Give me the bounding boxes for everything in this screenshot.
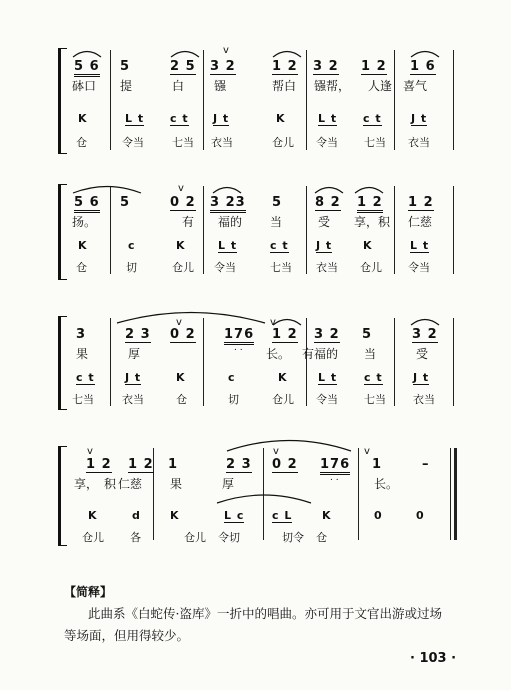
melody-note: 176 [224,328,254,345]
melody-note: 3 2 [313,59,339,74]
percussion-symbol: K [78,112,88,125]
barline [453,186,454,274]
percussion-name: 衣当 [211,136,233,149]
slur [410,48,440,58]
system-bracket [58,316,67,410]
score-system-2 [58,176,454,286]
melody-note: 0 2 [170,195,196,210]
percussion-name: 七当 [72,393,94,406]
percussion-symbol: c t [76,371,95,384]
melody-note: 3 2 [412,327,438,342]
percussion-name: 仓 [316,531,327,544]
breath-mark: v [364,446,370,457]
breath-mark: v [273,446,279,457]
lyric: 仁慈 [118,477,143,491]
percussion-name: 仓儿 [184,531,206,544]
melody-note: 5 6 [74,196,100,213]
percussion-symbol: K [322,509,332,522]
barline [394,186,395,274]
barline [306,186,307,274]
slur [116,310,266,324]
percussion-symbol: c t [170,112,189,125]
melody-note: 1 2 [272,327,298,342]
melody-note: 3 2 [314,327,340,342]
percussion-name: 令切 [218,531,240,544]
percussion-symbol: 0 [416,509,425,522]
percussion-name: 令当 [122,136,144,149]
percussion-name: 切 [126,261,137,274]
percussion-name: 仓 [76,136,87,149]
lyric: 厚 [222,477,235,491]
melody-note: 1 2 [128,457,154,472]
percussion-name: 七当 [172,136,194,149]
melody-note: 176 [320,458,350,475]
lyric: 扬。 [72,215,97,229]
barline [453,50,454,150]
lyric: 仁慈 [408,215,433,229]
slur [226,438,352,452]
melody-note: 2 3 [226,457,252,472]
percussion-symbol: c t [363,112,382,125]
score-system-3 [58,306,454,416]
percussion-name: 仓 [176,393,187,406]
melody-note: 2 5 [170,59,196,74]
percussion-name: 仓儿 [82,531,104,544]
slur [72,184,142,194]
slur [354,184,384,194]
melody-note: 5 [120,195,131,210]
percussion-name: 衣当 [413,393,435,406]
page-number: · 103 · [410,651,457,666]
lyric: 当 [364,347,377,361]
percussion-symbol: L t [318,371,338,384]
lyric: 帮白 [272,79,297,93]
percussion-name: 仓 [76,261,87,274]
percussion-symbol: K [170,509,180,522]
percussion-symbol: J t [413,371,430,384]
percussion-symbol: K [88,509,98,522]
barline [453,318,454,406]
percussion-name: 令当 [214,261,236,274]
barline [110,50,111,150]
slur [212,184,242,194]
melody-note: 5 6 [74,60,100,77]
system-bracket [58,48,67,154]
percussion-name: 七当 [270,261,292,274]
percussion-symbol: L t [318,112,338,125]
percussion-name: 衣当 [408,136,430,149]
system-bracket [58,446,67,546]
barline [306,318,307,406]
percussion-name: 仓儿 [272,136,294,149]
lyric: 果 [76,347,89,361]
percussion-name: 仓儿 [360,261,382,274]
lyric: 厚 [128,347,141,361]
percussion-name: 七当 [364,136,386,149]
breath-mark: v [223,45,229,56]
barline [110,318,111,406]
melody-note: 3 23 [210,196,246,213]
lyric: 积 [104,477,117,491]
percussion-symbol: L t [410,239,430,252]
slur [272,316,302,326]
slur [170,48,200,58]
lyric: 受 [416,347,429,361]
breath-mark: v [270,317,276,328]
lyric: 镪帮， [314,79,351,93]
lyric: 砵口 [72,79,97,93]
percussion-symbol: L t [125,112,145,125]
melody-note: 8 2 [315,195,341,210]
percussion-symbol: c [128,239,136,252]
percussion-symbol: K [176,371,186,384]
barline [394,50,395,150]
lyric: 福的 [218,215,243,229]
percussion-symbol: L c [224,509,245,522]
slur [314,184,344,194]
percussion-symbol: K [278,371,288,384]
percussion-symbol: K [363,239,373,252]
melody-note: 1 2 [272,59,298,74]
lyric: 长。 [266,347,291,361]
melody-note: 5 [120,59,131,74]
annotation-line-2: 等场面，但用得较少。 [64,628,190,643]
percussion-name: 衣当 [122,393,144,406]
percussion-name: 令当 [316,393,338,406]
melody-note: 1 6 [410,59,436,74]
percussion-name: 令当 [408,261,430,274]
barline [110,186,111,274]
melody-note: 2 3 [125,327,151,342]
percussion-symbol: c t [270,239,289,252]
low-octave-dot: . . [234,343,243,353]
lyric: 有 [182,215,195,229]
lyric: 有福的 [302,347,339,361]
percussion-symbol: J t [125,371,142,384]
lyric: 当 [270,215,283,229]
percussion-name: 七当 [364,393,386,406]
percussion-symbol: J t [213,112,230,125]
lyric: 果 [170,477,183,491]
barline [450,448,451,540]
barline [203,50,204,150]
barline [358,448,359,540]
slur [216,492,312,504]
lyric: 享， [74,477,99,491]
barline [203,186,204,274]
lyric: 人逢 [368,79,393,93]
percussion-name: 衣当 [316,261,338,274]
lyric: 白 [172,79,185,93]
percussion-symbol: J t [316,239,333,252]
annotation-line-1: 此曲系《白蛇传·盗库》一折中的唱曲。亦可用于文官出游或过场 [88,606,442,621]
melody-note: 5 [362,327,373,342]
barline [394,318,395,406]
lyric: 享，积 [354,215,391,229]
percussion-symbol: 0 [374,509,383,522]
breath-mark: v [176,317,182,328]
percussion-symbol: c [228,371,236,384]
slur [72,48,102,58]
percussion-name: 切令 [282,531,304,544]
breath-mark: v [178,183,184,194]
melody-note: 1 [168,457,179,472]
lyric: 喜气 [403,79,428,93]
melody-note: 3 2 [210,59,236,74]
percussion-name: 令当 [316,136,338,149]
percussion-symbol: J t [411,112,428,125]
barline [306,50,307,150]
lyric: 提 [120,79,133,93]
score-system-1 [58,40,454,160]
melody-note: 1 2 [408,195,434,210]
slur [410,316,440,326]
melody-note: 1 [372,457,383,472]
melody-note: 0 2 [272,457,298,472]
percussion-name: 仓儿 [172,261,194,274]
percussion-symbol: K [78,239,88,252]
annotation-heading: 【简释】 [64,585,113,599]
percussion-name: 仓儿 [272,393,294,406]
slur [272,48,302,58]
melody-note: 1 2 [361,59,387,74]
low-octave-dot: . . [330,473,339,483]
percussion-name: 切 [228,393,239,406]
percussion-symbol: K [276,112,286,125]
breath-mark: v [87,446,93,457]
lyric: 长。 [374,477,399,491]
lyric: 受 [318,215,331,229]
lyric: 镪 [214,79,227,93]
percussion-name: 各 [130,531,141,544]
barline [203,318,204,406]
percussion-symbol: K [176,239,186,252]
melody-note: 1 2 [86,457,112,472]
melody-note: 0 2 [170,327,196,342]
score-system-4 [58,436,454,551]
melody-note: 5 [272,195,283,210]
melody-note: 1 2 [357,196,383,213]
system-bracket [58,184,67,280]
percussion-symbol: c L [272,509,293,522]
percussion-symbol: L t [218,239,238,252]
final-barline [454,448,457,540]
melody-note: 3 [76,327,87,342]
percussion-symbol: d [132,509,141,522]
melody-note: – [422,457,430,472]
percussion-symbol: c t [364,371,383,384]
